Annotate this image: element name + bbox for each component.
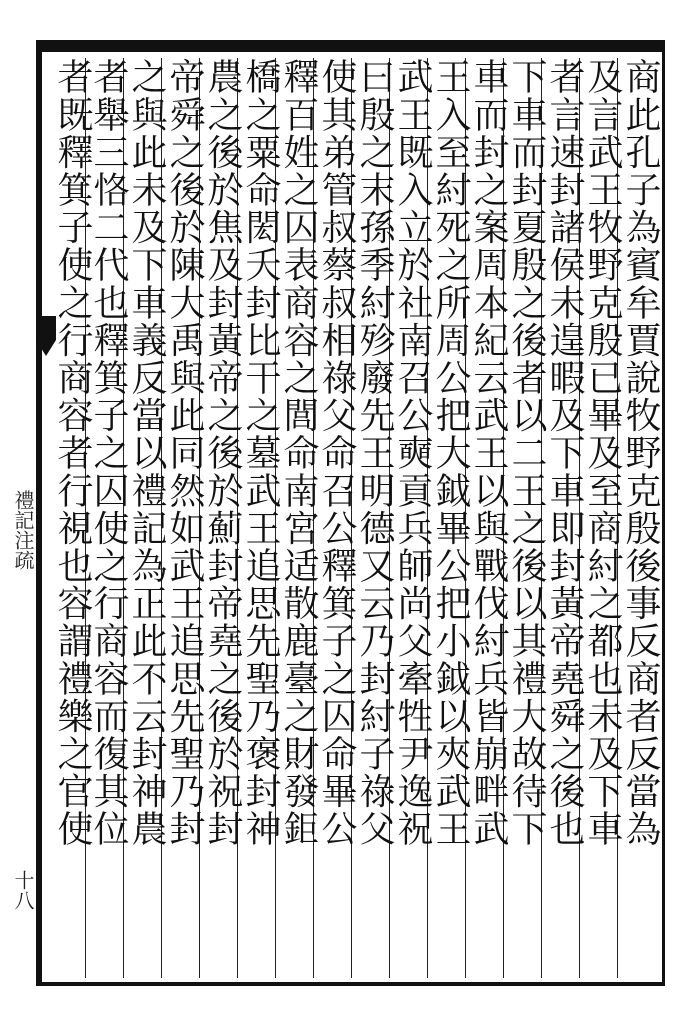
column-text: 下車而封夏殷之後者以二王之後以其禮大故待下 bbox=[506, 58, 547, 848]
text-column-16 bbox=[50, 58, 94, 978]
column-text: 商此孔子為賓牟賈說牧野克殷後事反商者反當為 bbox=[620, 58, 661, 848]
margin-column bbox=[8, 60, 34, 980]
column-text: 王入至紂死之所周公把大鉞畢公把小鉞以夾武王 bbox=[430, 58, 471, 848]
frame-right-border bbox=[662, 40, 665, 986]
frame-top-border bbox=[36, 40, 662, 52]
margin-page-number: 十八 bbox=[11, 870, 35, 910]
column-text: 車而封之案周本紀云武王以與戰伐紂兵皆崩畔武 bbox=[468, 58, 509, 848]
column-text: 橋之粟命閎夭封比干之墓武王追思先聖乃褒封神 bbox=[240, 58, 281, 848]
frame-left-border bbox=[36, 40, 42, 986]
column-text: 武王既入立於社南召公奭貢兵師尚父牽牲尹逸祝 bbox=[392, 58, 433, 848]
column-text: 曰殷之末孫季紂殄廢先王明德又云乃封紂子祿父 bbox=[354, 58, 395, 848]
column-text: 使其弟管叔蔡叔相祿父命召公釋箕子之囚命畢公 bbox=[316, 58, 357, 848]
column-text: 及言武王牧野克殷已畢及至商紂之都也未及下車 bbox=[582, 58, 623, 848]
column-text: 帝舜之後於陳大禹與此同然如武王追思先聖乃封 bbox=[164, 58, 205, 848]
column-text: 者言速封諸侯未遑暇及下車即封黃帝堯舜之後也 bbox=[544, 58, 585, 848]
column-text: 者既釋箕子使之行商容者行視也容謂禮樂之官使 bbox=[52, 58, 93, 848]
column-text: 農之後於焦及封黃帝之後於薊封帝堯之後於祝封 bbox=[202, 58, 243, 848]
margin-header bbox=[8, 80, 34, 300]
column-text: 釋百姓之囚表商容之閭命南宮适散鹿臺之財發鉅 bbox=[278, 58, 319, 848]
column-text: 之與此未及下車義反當以禮記為正此不云封神農 bbox=[126, 58, 167, 848]
margin-book-title: 禮記注疏 bbox=[11, 490, 35, 570]
text-columns bbox=[50, 58, 661, 978]
column-text: 者舉三恪二代也釋箕子之囚使之行商容而復其位 bbox=[88, 58, 129, 848]
frame-bottom-border bbox=[36, 982, 662, 986]
